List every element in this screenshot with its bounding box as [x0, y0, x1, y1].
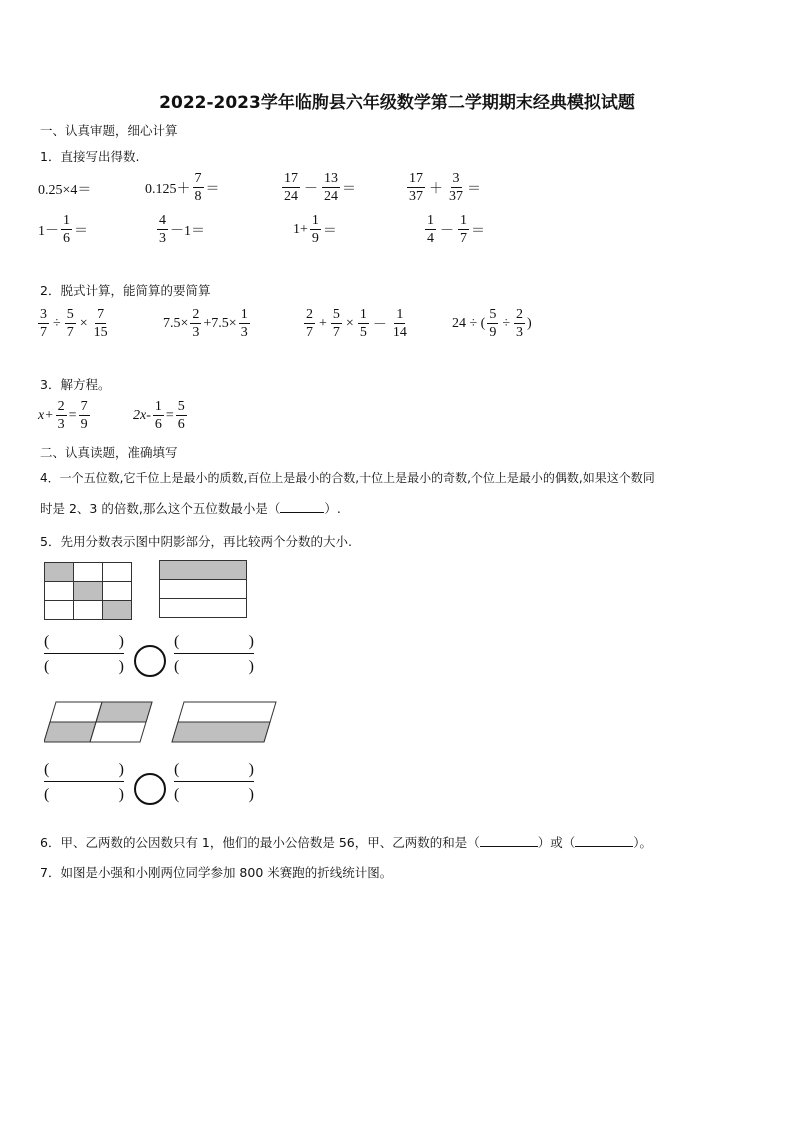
q1-item-c: $\frac{17}{24}$ － $\frac{13}{24}$ ＝: [284, 171, 356, 204]
question-2-label: 2．脱式计算，能简算的要简算: [40, 283, 211, 298]
fraction: $\frac{2}{7}$: [306, 307, 313, 340]
fraction: $\frac{3}{7}$: [40, 307, 47, 340]
fraction-blank-right-1[interactable]: ( ) ( ): [174, 633, 254, 675]
q1-item-e: 1－ $\frac{1}{6}$ ＝: [38, 213, 88, 246]
fraction: $\frac{4}{3}$: [159, 213, 166, 246]
q2-expression-3: $\frac{2}{7}$ + $\frac{5}{7}$ × $\frac{1}{5}$ － $\frac{1}{14}$: [306, 307, 407, 340]
shaded-grid-figure: [44, 562, 132, 620]
fraction: $\frac{2}{3}$: [516, 307, 524, 340]
page-title: 2022-2023学年临朐县六年级数学第二学期期末经典模拟试题: [159, 93, 635, 113]
question-5-label: 5．先用分数表示图中阴影部分，再比较两个分数的大小.: [40, 534, 352, 549]
fraction: $\frac{13}{24}$: [324, 171, 338, 204]
fraction: $\frac{7}{9}$: [80, 399, 88, 432]
fraction: $\frac{3}{37}$: [449, 171, 463, 204]
comparison-circle[interactable]: [134, 645, 166, 677]
question-1-label: 1．直接写出得数.: [40, 149, 140, 164]
section-2-heading: 二、认真读题，准确填写: [40, 445, 178, 460]
fraction: $\frac{7}{15}$: [93, 307, 108, 340]
fraction: $\frac{5}{6}$: [177, 399, 185, 432]
comparison-circle[interactable]: [134, 773, 166, 805]
q2-expression-1: $\frac{3}{7}$ ÷ $\frac{5}{7}$ × $\frac{7}{15}$: [40, 307, 108, 340]
q1-item-a: [38, 179, 91, 199]
answer-blank[interactable]: [480, 846, 538, 847]
fraction: $\frac{1}{4}$: [427, 213, 434, 246]
question-4-line-2: 时是 2、3 的倍数,那么这个五位数最小是（ ）.: [40, 501, 341, 516]
fraction: $\frac{5}{7}$: [66, 307, 74, 340]
q1-item-f: $\frac{4}{3}$ －1＝: [159, 213, 205, 246]
fraction: $\frac{17}{37}$: [409, 171, 423, 204]
q1-item-d: $\frac{17}{37}$ ＋ $\frac{3}{37}$ ＝: [409, 171, 481, 204]
question-3-label: 3．解方程。: [40, 377, 111, 392]
fraction-blank-left-1[interactable]: ( ) ( ): [44, 633, 124, 675]
fraction: $\frac{7}{8}$: [194, 171, 202, 204]
q1-b-lead: 0.125＋: [145, 181, 191, 197]
fraction: $\frac{1}{14}$: [392, 307, 407, 340]
parallelogram-figures: [44, 700, 284, 746]
q1-item-b: [145, 171, 220, 204]
fraction: $\frac{1}{9}$: [311, 213, 319, 246]
answer-blank[interactable]: [575, 846, 633, 847]
q2-expression-2: 7.5× $\frac{2}{3}$ +7.5× $\frac{1}{3}$: [163, 307, 248, 340]
fraction: $\frac{1}{3}$: [240, 307, 248, 340]
q1-item-h: $\frac{1}{4}$ － $\frac{1}{7}$ ＝: [427, 213, 485, 246]
parallelogram-right: [172, 702, 276, 742]
fraction: $\frac{5}{7}$: [332, 307, 340, 340]
fraction: $\frac{2}{3}$: [57, 399, 65, 432]
answer-blank[interactable]: [280, 512, 324, 513]
section-1-heading: 一、认真审题，细心计算: [40, 123, 178, 138]
fraction: $\frac{5}{9}$: [489, 307, 497, 340]
fraction: $\frac{1}{6}$: [154, 399, 162, 432]
fraction: $\frac{17}{24}$: [284, 171, 298, 204]
q1-a-text: 0.25×4＝: [38, 183, 92, 198]
shaded-strip-figure: [159, 560, 247, 618]
q2-expression-4: 24 ÷ ( $\frac{5}{9}$ ÷ $\frac{2}{3}$ ): [452, 307, 532, 340]
question-4-line-1: 4．一个五位数,它千位上是最小的质数,百位上是最小的合数,十位上是最小的奇数,个位上是最小的偶数,如果这个数同: [40, 471, 655, 485]
fraction: $\frac{2}{3}$: [192, 307, 200, 340]
question-7-label: 7．如图是小强和小刚两位同学参加 800 米赛跑的折线统计图。: [40, 865, 393, 880]
fraction: $\frac{1}{6}$: [63, 213, 70, 246]
question-6: 6．甲、乙两数的公因数只有 1，他们的最小公倍数是 56，甲、乙两数的和是（ ）或（ ）。: [40, 835, 653, 850]
q1-b-tail: ＝: [205, 181, 220, 197]
q1-item-g: 1+ $\frac{1}{9}$ ＝: [293, 213, 337, 246]
fraction: $\frac{1}{7}$: [460, 213, 467, 246]
fraction-blank-right-2[interactable]: ( ) ( ): [174, 761, 254, 803]
fraction-blank-left-2[interactable]: ( ) ( ): [44, 761, 124, 803]
q3-equation-1: x+ $\frac{2}{3}$ = $\frac{7}{9}$: [38, 399, 88, 432]
q3-equation-2: 2x- $\frac{1}{6}$ = $\frac{5}{6}$: [133, 399, 185, 432]
fraction: $\frac{1}{5}$: [359, 307, 367, 340]
parallelogram-left: [44, 702, 152, 742]
